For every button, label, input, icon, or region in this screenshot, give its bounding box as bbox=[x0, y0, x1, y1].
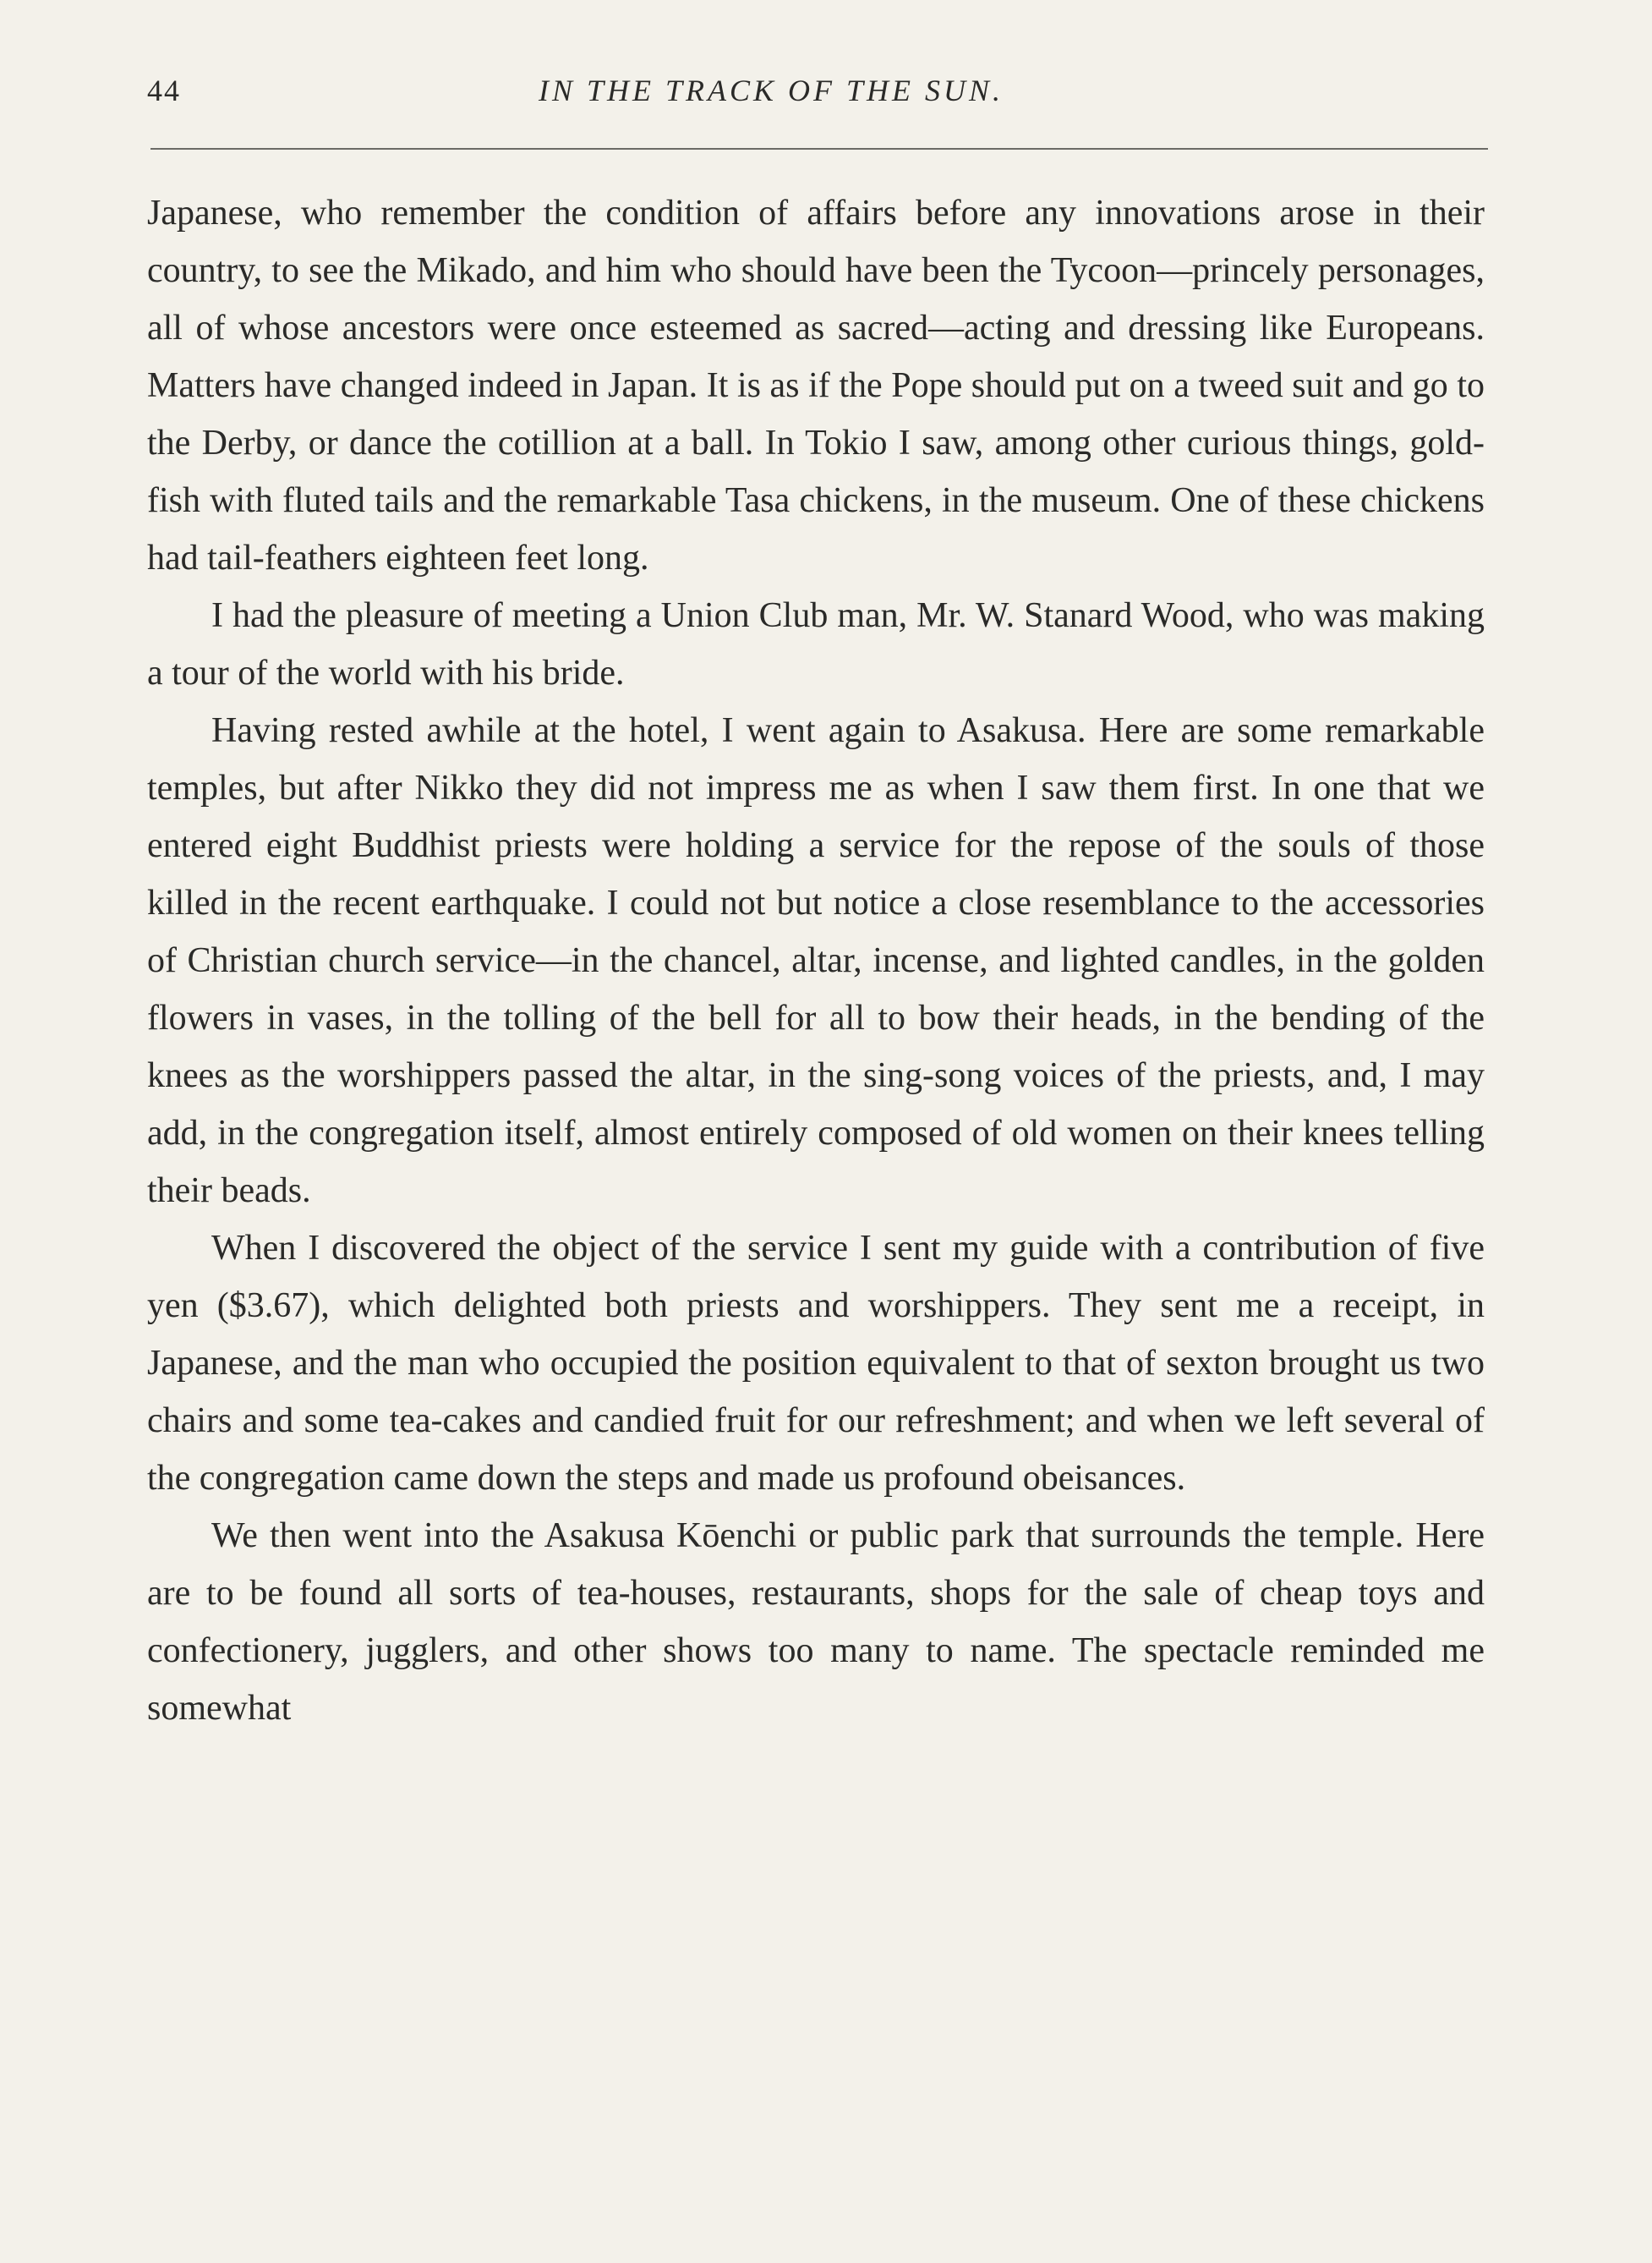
paragraph-1: Japanese, who remember the condition of affairs before any innovations arose in their country, to see the Mikado, and him who should have been the Tycoon—princely personages, all of whose ancestors were once esteemed as sacred—acting and dressing like Europeans. Matters have changed indeed in Japan. It is as if the Pope should put on a tweed suit and go to the Derby, or dance the cotillion at a ball. In Tokio I saw, among other curious things, gold-fish with fluted tails and the remarkable Tasa chickens, in the museum. One of these chickens had tail-feathers eighteen feet long. bbox=[147, 194, 1485, 578]
body-text bbox=[147, 184, 1485, 1737]
running-head bbox=[147, 73, 1491, 120]
paragraph-4: When I discovered the object of the service I sent my guide with a contribution of five yen ($3.67), which delighted both priests and worshippers. They sent me a receipt, in Japanese, and the man who occupied the position equivalent to that of sexton brought us two chairs and some tea-cakes and candied fruit for our refreshment; and when we left several of the congregation came down the steps and made us profound obeisances. bbox=[147, 1229, 1485, 1498]
paragraph-2: I had the pleasure of meeting a Union Club man, Mr. W. Stanard Wood, who was making a tour of the world with his bride. bbox=[147, 596, 1485, 693]
paragraph-3: Having rested awhile at the hotel, I went again to Asakusa. Here are some remarkable temples, but after Nikko they did not impress me as when I saw them first. In one that we entered eight Buddhist priests were holding a service for the repose of the souls of those killed in the recent earthquake. I could not but notice a close resemblance to the accessories of Christian church service—in the chancel, altar, incense, and lighted candles, in the golden flowers in vases, in the tolling of the bell for all to bow their heads, in the bending of the knees as the worshippers passed the altar, in the sing-song voices of the priests, and, I may add, in the congregation itself, almost entirely composed of old women on their knees telling their beads. bbox=[147, 711, 1485, 1210]
running-title: IN THE TRACK OF THE SUN. bbox=[538, 74, 1004, 107]
header-rule bbox=[150, 148, 1488, 150]
paragraph-5: We then went into the Asakusa Kōenchi or public park that surrounds the temple. Here are to be found all sorts of tea-houses, restaurants, shops for the sale of cheap toys and confectionery, jugglers, and other shows too many to name. The spectacle reminded me somewhat bbox=[147, 1516, 1485, 1728]
page-number: 44 bbox=[147, 74, 181, 107]
